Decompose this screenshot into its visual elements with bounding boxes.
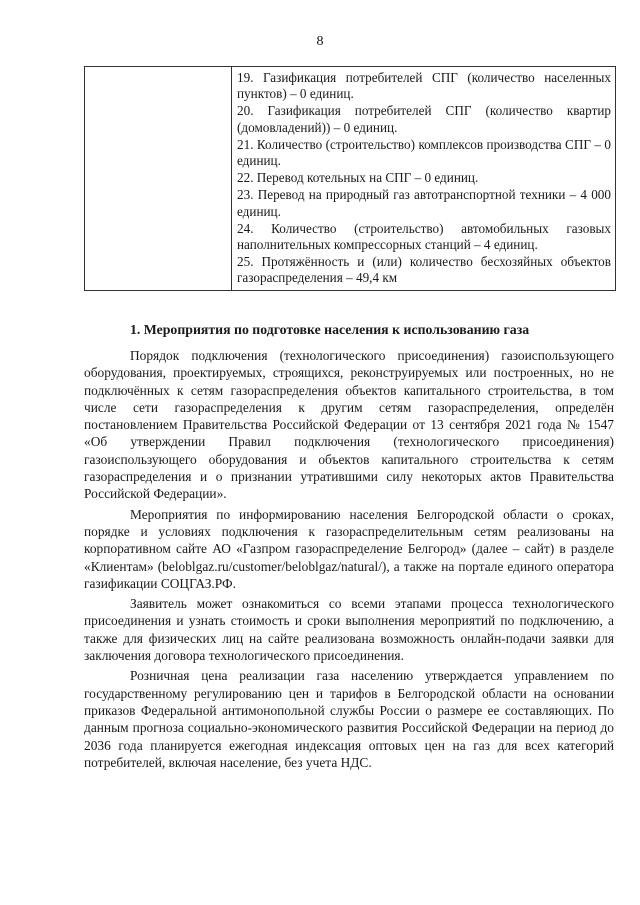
table-right-cell <box>232 67 616 291</box>
paragraph-applicant: Заявитель может ознакомиться со всеми этапами процесса технологического присоединения и узнать стоимость и сроки выполнения мероприятий по подключению, а также для физических лиц на сайте реализована возможность онлайн-подачи заявки для заключения договора технологического присоединения. <box>84 596 614 664</box>
section-heading: 1. Мероприятия по подготовке населения к использованию газа <box>130 322 530 337</box>
paragraph-retail-price: Розничная цена реализации газа населению утверждается управлением по государственному регулированию цен и тарифов в Белгородской области на основании приказов Федеральной антимонопольной службы России о размере ее составляющих. По данным прогноза социально-экономического развития Российской Федерации на период до 2036 года планируется ежегодная индексация оптовых цен на газ для всех категорий потребителей, включая население, без учета НДС. <box>84 668 614 770</box>
table-item-24: 24. Количество (строительство) автомобильных газовых наполнительных компрессорных станций – 4 единиц. <box>237 220 611 253</box>
table-row <box>85 67 616 291</box>
paragraph-informing-population: Мероприятия по информированию населения Белгородской области о сроках, порядке и условиях подключения к газораспределительным сетям реализованы на корпоративном сайте АО «Газпром газораспределение Белгород» (далее – сайт) в разделе «Клиентам» (beloblgaz.ru/customer/beloblgaz/natural/), а также на портале единого оператора газификации СОЦГАЗ.РФ. <box>84 506 614 591</box>
indicators-table-wrap <box>84 66 616 291</box>
body-text <box>84 347 614 774</box>
table-item-23: 23. Перевод на природный газ автотранспортной техники – 4 000 единиц. <box>237 187 611 219</box>
table-left-cell <box>85 67 232 291</box>
table-item-19: 19. Газификация потребителей СПГ (количество населенных пунктов) – 0 единиц. <box>237 70 611 102</box>
page-number: 8 <box>316 34 324 49</box>
table-item-22: 22. Перевод котельных на СПГ – 0 единиц. <box>237 170 479 186</box>
table-item-20: 20. Газификация потребителей СПГ (количество квартир (домовладений)) – 0 единиц. <box>237 103 611 135</box>
table-item-21: 21. Количество (строительство) комплексов производства СПГ – 0 единиц. <box>237 136 611 169</box>
table-item-25: 25. Протяжённость и (или) количество бесхозяйных объектов газораспределения – 49,4 км <box>237 254 611 286</box>
indicators-table <box>84 66 616 291</box>
paragraph-connection-procedure: Порядок подключения (технологического присоединения) газоиспользующего оборудования, проектируемых, строящихся, реконструируемых или построенных, но не подключённых к сетям газораспределения объектов капитального строительства, в том числе сети газораспределения к другим сетям газораспределения, определён постановлением Правительства Российской Федерации от 13 сентября 2021 года № 1547 «Об утверждении Правил подключения (технологического присоединения) газоиспользующего оборудования и объектов капитального строительства к сетям газораспределения и о признании утратившими силу некоторых актов Правительства Российской Федерации». <box>84 348 614 502</box>
